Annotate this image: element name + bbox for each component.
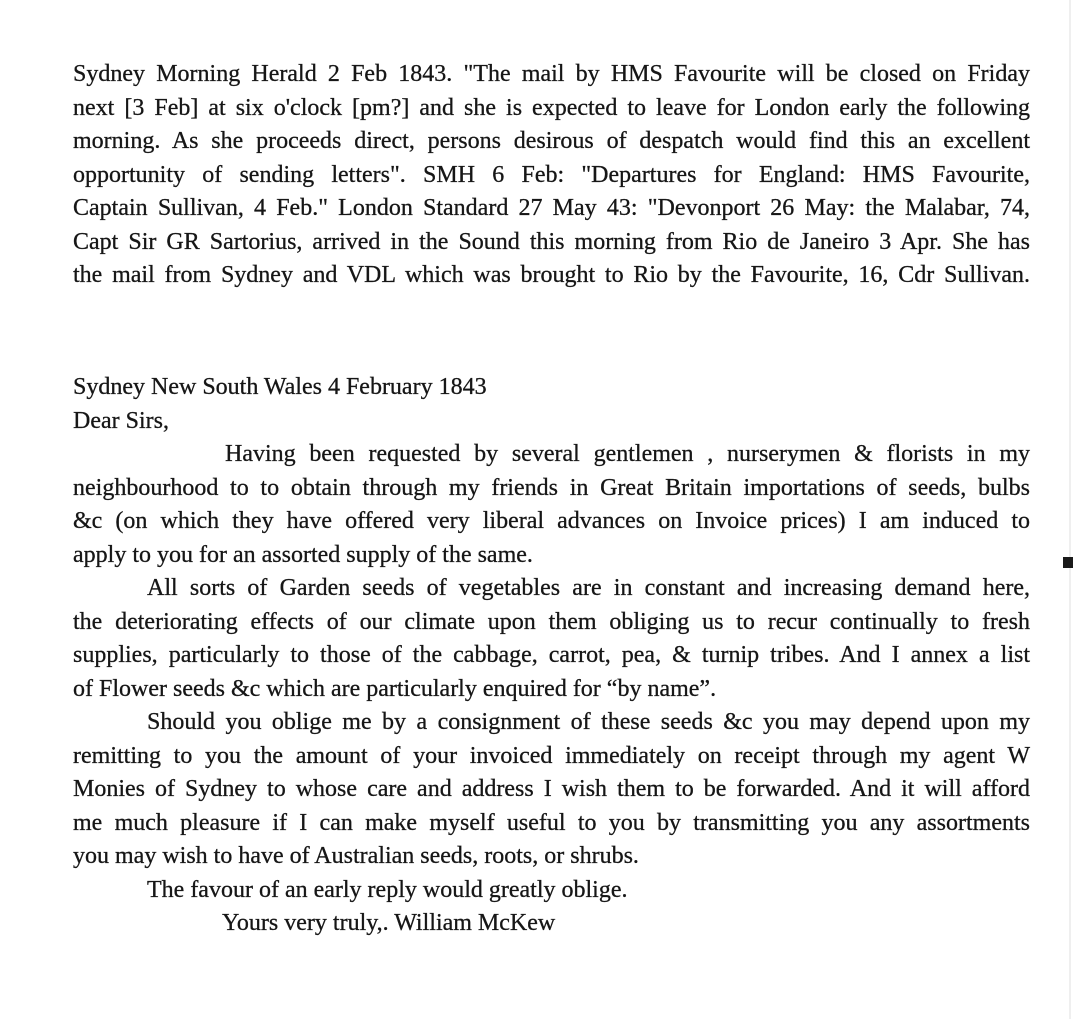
text-line: neighbourhood to to obtain through my friends in Great Britain importations of seeds, bulbs [73, 474, 1030, 501]
letter-paragraph-2 [73, 572, 1030, 706]
scan-edge-line [1069, 0, 1071, 1019]
document-text [73, 58, 1030, 941]
newspaper-extract-paragraph [73, 58, 1030, 293]
text-line: The favour of an early reply would greatly oblige. [147, 876, 628, 903]
text-line: Yours very truly,. William McKew [222, 910, 556, 936]
letter-paragraph-1 [73, 438, 1030, 572]
text-line: Captain Sullivan, 4 Feb." London Standard 27 May 43: "Devonport 26 May: the Malabar, 74, [73, 195, 1030, 221]
text-line: you may wish to have of Australian seeds, roots, or shrubs. [73, 843, 639, 869]
letter-closing [73, 874, 1030, 941]
text-line: the mail from Sydney and VDL which was brought to Rio by the Favourite, 16, Cdr Sullivan. [73, 262, 1030, 288]
text-line: Sydney New South Wales 4 February 1843 [73, 374, 487, 400]
letter-paragraph-3 [73, 706, 1030, 874]
text-line: opportunity of sending letters". SMH 6 Feb: "Departures for England: HMS Favourite, [73, 161, 1030, 188]
text-line: supplies, particularly to those of the cabbage, carrot, pea, & turnip tribes. And I annex a list [73, 642, 1030, 668]
text-line: morning. As she proceeds direct, persons desirous of despatch would find this an excellent [73, 128, 1030, 154]
text-line: Having been requested by several gentlemen , nurserymen & florists in my [225, 441, 1030, 467]
text-line: &c (on which they have offered very liberal advances on Invoice prices) I am induced to [73, 508, 1030, 534]
text-line: All sorts of Garden seeds of vegetables are in constant and increasing demand here, [147, 575, 1030, 601]
text-line: next [3 Feb] at six o'clock [pm?] and she is expected to leave for London early the following [73, 94, 1030, 121]
text-line: me much pleasure if I can make myself useful to you by transmitting you any assortments [73, 809, 1030, 836]
text-line: Should you oblige me by a consignment of these seeds &c you may depend upon my [147, 709, 1030, 735]
text-line: Dear Sirs, [73, 407, 169, 434]
text-line: Sydney Morning Herald 2 Feb 1843. "The mail by HMS Favourite will be closed on Friday [73, 61, 1030, 87]
text-line: Capt Sir GR Sartorius, arrived in the Sound this morning from Rio de Janeiro 3 Apr. She has [73, 228, 1030, 255]
text-line: the deteriorating effects of our climate upon them obliging us to recur continually to fresh [73, 608, 1030, 635]
text-line: Monies of Sydney to whose care and address I wish them to be forwarded. And it will afford [73, 776, 1030, 802]
text-line: apply to you for an assorted supply of the same. [73, 541, 533, 568]
scan-edge-mark [1063, 557, 1073, 568]
text-line: remitting to you the amount of your invoiced immediately on receipt through my agent W [73, 742, 1030, 769]
letter-dateline-and-salutation [73, 371, 1030, 438]
text-line: of Flower seeds &c which are particularly enquired for “by name”. [73, 675, 717, 702]
